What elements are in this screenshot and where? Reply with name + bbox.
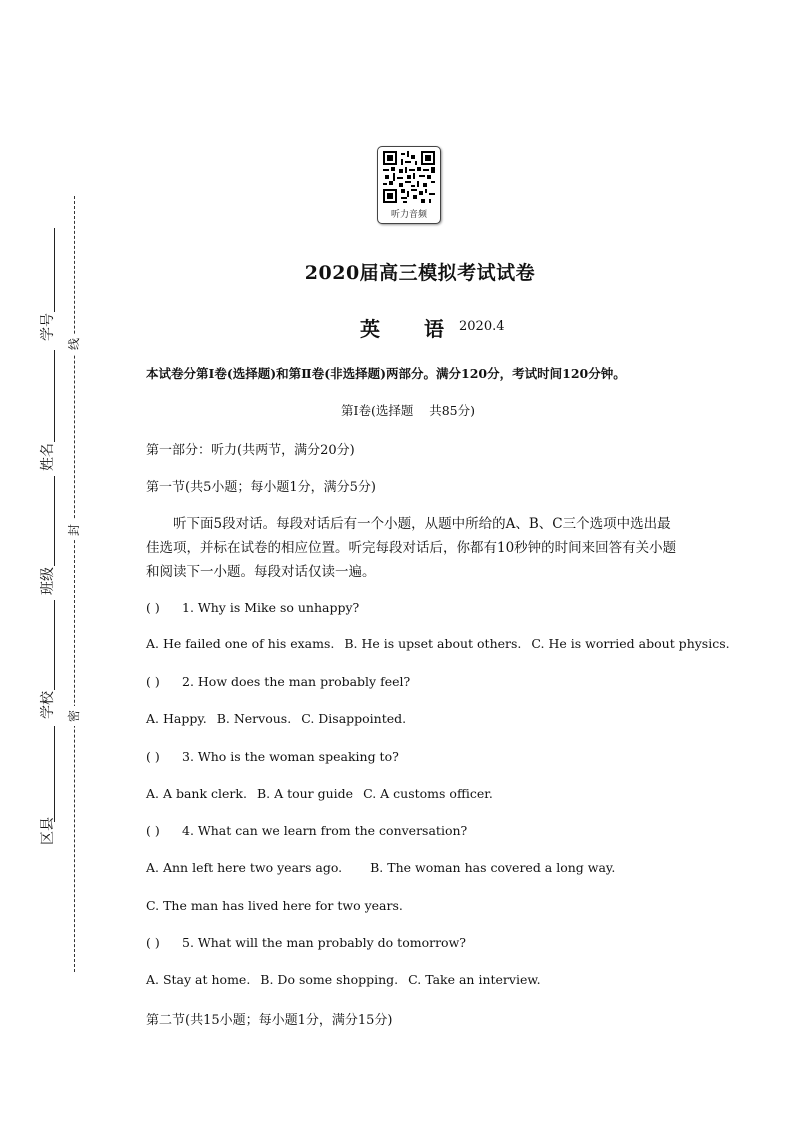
option-b[interactable]: B. The woman has covered a long way. <box>370 860 616 875</box>
question-text: 4. What can we learn from the conversation? <box>182 823 468 838</box>
listening-instructions <box>146 512 682 584</box>
answer-blank[interactable]: ( ) <box>146 935 160 950</box>
question-3-options <box>146 786 503 801</box>
question-1 <box>146 600 359 615</box>
subject-char-1: 英 <box>360 317 380 341</box>
option-c[interactable]: C. A customs officer. <box>363 786 493 801</box>
question-text: 3. Who is the woman speaking to? <box>182 749 399 764</box>
option-a[interactable]: A. Happy. <box>146 711 207 726</box>
answer-blank[interactable]: ( ) <box>146 749 160 764</box>
name-line[interactable] <box>54 350 55 442</box>
district-label: 区县 <box>40 817 56 845</box>
answer-blank[interactable]: ( ) <box>146 823 160 838</box>
name-label: 姓名 <box>40 443 56 471</box>
option-c[interactable]: C. Take an interview. <box>408 972 541 987</box>
part1-title: 第一部分：听力(共两节，满分20分) <box>146 443 355 458</box>
question-text: 2. How does the man probably feel? <box>182 674 411 689</box>
exam-date: 2020.4 <box>459 319 505 334</box>
school-line[interactable] <box>54 600 55 690</box>
exam-title: 2020届高三模拟考试试卷 <box>304 262 536 284</box>
option-a[interactable]: A. Ann left here two years ago. <box>146 860 343 875</box>
question-1-options <box>146 636 740 651</box>
question-4 <box>146 823 467 838</box>
instructions-text: 听下面5段对话。每段对话后有一个小题，从题中所给的A、B、C三个选项中选出最佳选项，并标在试卷的相应位置。听完每段对话后，你都有10秒钟的时间来回答有关小题和阅读下一小题。每段对话仅读一遍。 <box>146 516 677 580</box>
option-b[interactable]: B. Nervous. <box>216 711 292 726</box>
answer-blank[interactable]: ( ) <box>146 600 160 615</box>
question-2-options <box>146 711 416 726</box>
subject-heading <box>360 313 444 342</box>
class-line[interactable] <box>54 476 55 566</box>
qr-code-block[interactable] <box>377 146 441 224</box>
option-c[interactable]: C. The man has lived here for two years. <box>146 898 403 913</box>
option-a[interactable]: A. Stay at home. <box>146 972 251 987</box>
question-2 <box>146 674 410 689</box>
question-4-options <box>146 860 625 875</box>
question-3 <box>146 749 399 764</box>
question-5-options <box>146 972 551 987</box>
section2-title: 第二节(共15小题；每小题1分，满分15分) <box>146 1013 393 1028</box>
question-5 <box>146 935 466 950</box>
option-a[interactable]: A. A bank clerk. <box>146 786 247 801</box>
option-a[interactable]: A. He failed one of his exams. <box>146 636 335 651</box>
qr-caption: 听力音频 <box>390 210 427 220</box>
option-c[interactable]: C. He is worried about physics. <box>531 636 730 651</box>
binding-dashed-line <box>74 196 75 972</box>
volume-heading: 第Ⅰ卷(选择题 共85分) <box>341 403 475 418</box>
question-text: 5. What will the man probably do tomorrow? <box>182 935 466 950</box>
binding-mark-secret: 密 <box>64 706 84 726</box>
question-text: 1. Why is Mike so unhappy? <box>182 600 360 615</box>
binding-mark-seal: 封 <box>64 520 84 540</box>
school-label: 学校 <box>40 691 56 719</box>
option-c[interactable]: C. Disappointed. <box>301 711 407 726</box>
district-line[interactable] <box>54 726 55 822</box>
exam-intro: 本试卷分第Ⅰ卷(选择题)和第Ⅱ卷(非选择题)两部分。满分120分，考试时间120分钟。 <box>146 366 626 381</box>
question-4-options-row2 <box>146 898 413 913</box>
section1-title: 第一节(共5小题；每小题1分，满分5分) <box>146 480 376 495</box>
option-b[interactable]: B. He is upset about others. <box>344 636 522 651</box>
option-b[interactable]: B. Do some shopping. <box>260 972 399 987</box>
subject-char-2: 语 <box>424 317 444 341</box>
class-label: 班级 <box>40 567 56 595</box>
answer-blank[interactable]: ( ) <box>146 674 160 689</box>
student-id-label: 学号 <box>40 313 56 341</box>
qr-code-icon <box>383 151 435 203</box>
option-b[interactable]: B. A tour guide <box>256 786 354 801</box>
binding-mark-line: 线 <box>64 334 84 354</box>
